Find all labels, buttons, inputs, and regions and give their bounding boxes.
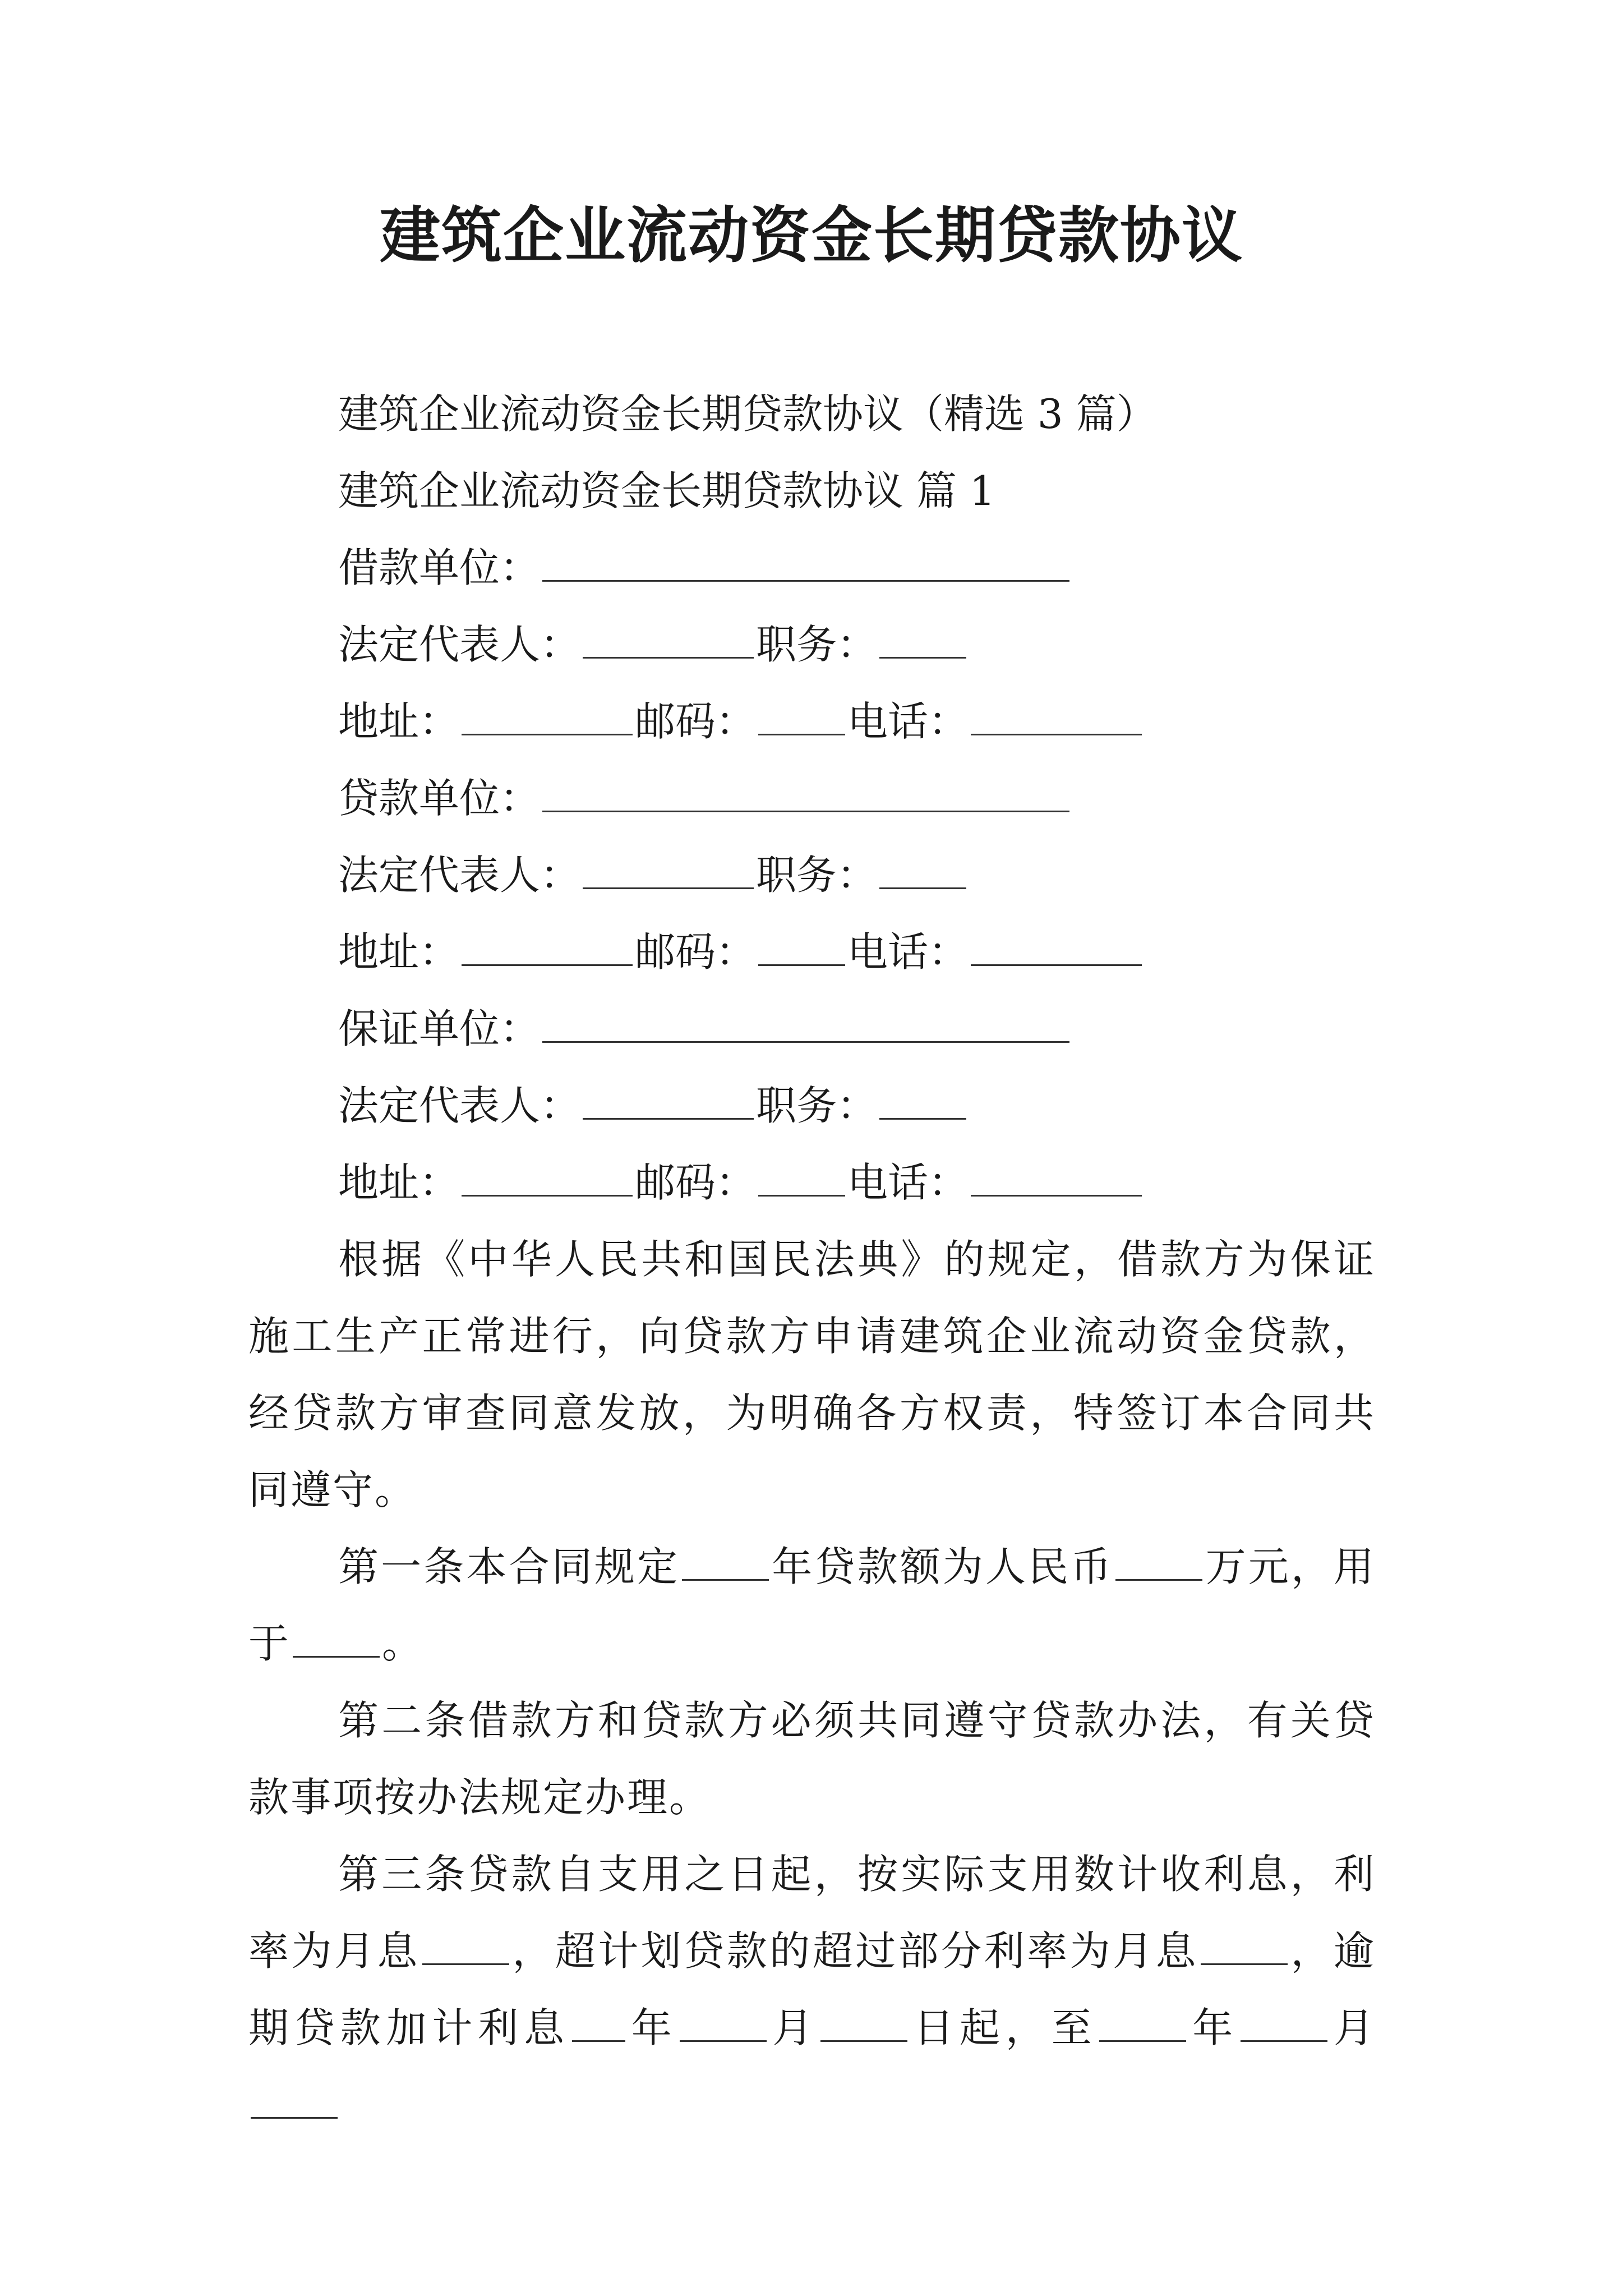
article-3-start-day-blank	[820, 2008, 907, 2042]
preamble-paragraph: 根据《中华人民共和国民法典》的规定，借款方为保证施工生产正常进行，向贷款方申请建筑企业流动资金贷款，经贷款方审查同意发放，为明确各方权责，特签订本合同共同遵守。	[248, 1236, 1376, 1513]
borrower-postcode-blank	[758, 701, 845, 735]
guarantor-address-blank	[462, 1162, 633, 1197]
article-3-end-day-blank	[251, 2085, 338, 2119]
article-3-text-7: 年	[1188, 2004, 1239, 2051]
borrower-unit-blank	[542, 547, 1069, 582]
guarantor-position-label: 职务：	[756, 1082, 878, 1129]
borrower-phone-blank	[971, 701, 1142, 735]
guarantor-rep-label: 法定代表人：	[338, 1082, 581, 1129]
lender-address-line	[248, 914, 1376, 991]
lender-unit-line	[248, 760, 1376, 837]
article-3-interest-blank	[572, 2008, 625, 2042]
article-3-text-8: 月	[1330, 2004, 1376, 2051]
guarantor-unit-label: 保证单位：	[338, 1005, 541, 1052]
article-2-paragraph: 第二条借款方和贷款方必须共同遵守贷款办法，有关贷款事项按办法规定办理。	[248, 1697, 1376, 1821]
guarantor-postcode-blank	[758, 1162, 845, 1197]
borrower-unit-line	[248, 530, 1376, 606]
lender-position-blank	[879, 855, 966, 889]
article-1-text-2: 年贷款额为人民币	[771, 1543, 1114, 1590]
guarantor-postcode-label: 邮码：	[635, 1159, 757, 1206]
guarantor-address-line	[248, 1144, 1376, 1221]
lender-rep-line	[248, 837, 1376, 914]
guarantor-phone-label: 电话：	[847, 1159, 969, 1206]
article-1-text-3: 万元，用于	[248, 1543, 1376, 1667]
article-3-text-2: ，超计划贷款的超过部分利率为月息	[511, 1927, 1199, 1975]
lender-rep-blank	[583, 855, 754, 889]
borrower-postcode-label: 邮码：	[635, 698, 757, 745]
borrower-rep-blank	[583, 624, 754, 659]
article-3-text-3: ，逾期贷款加计利息	[248, 1927, 1376, 2051]
borrower-position-blank	[879, 624, 966, 659]
article-3-end-year-blank	[1099, 2008, 1186, 2042]
article-1-text-4: 。	[382, 1620, 425, 1667]
lender-position-label: 职务：	[756, 852, 878, 899]
guarantor-rep-blank	[583, 1085, 754, 1120]
chapter-heading: 建筑企业流动资金长期贷款协议 篇 1	[338, 467, 995, 514]
article-3-start-month-blank	[680, 2008, 767, 2042]
article-3-text-6: 日起，至	[910, 2004, 1098, 2051]
borrower-position-label: 职务：	[756, 621, 878, 668]
article-1-year-blank	[682, 1547, 769, 1581]
borrower-address-blank	[462, 701, 633, 735]
guarantor-phone-blank	[971, 1162, 1142, 1197]
guarantor-unit-line	[248, 991, 1376, 1068]
lender-postcode-label: 邮码：	[635, 928, 757, 976]
lender-unit-label: 贷款单位：	[338, 775, 541, 822]
article-1-amount-blank	[1115, 1547, 1202, 1581]
document-title: 建筑企业流动资金长期贷款协议	[379, 200, 1243, 271]
article-3-text-1: 第三条贷款自支用之日起，按实际支用数计收利息，利率为月息	[248, 1851, 1376, 1975]
guarantor-position-blank	[879, 1085, 966, 1120]
article-1-purpose-blank	[293, 1623, 380, 1658]
lender-phone-label: 电话：	[847, 928, 969, 976]
article-3-paragraph	[248, 1836, 1376, 2143]
lender-address-blank	[462, 932, 633, 966]
article-3-end-month-blank	[1241, 2008, 1327, 2042]
lender-address-label: 地址：	[338, 928, 460, 976]
document-subtitle: 建筑企业流动资金长期贷款协议（精选 3 篇）	[338, 390, 1157, 438]
article-3-rate-blank	[422, 1931, 509, 1965]
article-1-paragraph	[248, 1529, 1376, 1682]
guarantor-address-label: 地址：	[338, 1159, 460, 1206]
lender-phone-blank	[971, 932, 1142, 966]
article-3-text-5: 月	[768, 2004, 819, 2051]
document-body	[248, 376, 1376, 2143]
borrower-rep-line	[248, 606, 1376, 683]
borrower-address-label: 地址：	[338, 698, 460, 745]
borrower-address-line	[248, 683, 1376, 760]
guarantor-unit-blank	[542, 1009, 1069, 1043]
lender-rep-label: 法定代表人：	[338, 852, 581, 899]
lender-unit-blank	[542, 778, 1069, 812]
lender-postcode-blank	[758, 932, 845, 966]
borrower-rep-label: 法定代表人：	[338, 621, 581, 668]
article-3-text-4: 年	[627, 2004, 677, 2051]
borrower-phone-label: 电话：	[847, 698, 969, 745]
article-1-text-1: 第一条本合同规定	[338, 1543, 680, 1590]
guarantor-rep-line	[248, 1068, 1376, 1144]
borrower-unit-label: 借款单位：	[338, 544, 541, 591]
article-3-over-rate-blank	[1201, 1931, 1288, 1965]
